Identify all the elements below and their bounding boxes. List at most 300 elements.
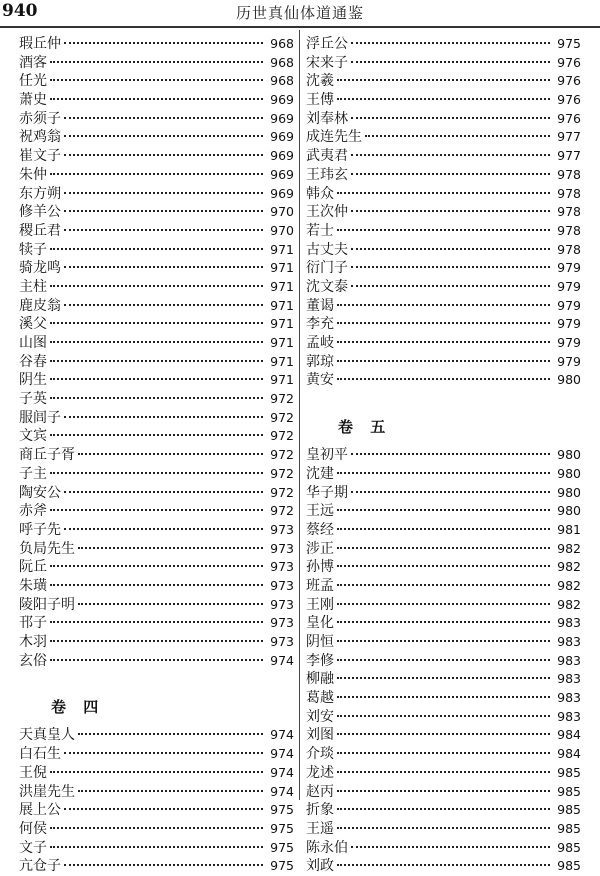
column-divider (299, 30, 300, 800)
entry-name: 溪父 (19, 316, 47, 333)
toc-entry (306, 839, 581, 858)
section-spacer (19, 670, 294, 689)
dot-leader (50, 640, 263, 642)
entry-name: 子英 (19, 391, 47, 408)
dot-leader (351, 42, 550, 44)
toc-entry (19, 278, 294, 297)
entry-name: 沈羲 (306, 73, 334, 90)
entry-name: 商丘子胥 (19, 447, 75, 464)
dot-leader (50, 322, 263, 324)
entry-page-number: 972 (270, 465, 294, 481)
entry-page-number: 973 (270, 596, 294, 612)
dot-leader (351, 117, 550, 119)
entry-name: 王傅 (306, 92, 334, 109)
entry-page-number: 976 (557, 54, 581, 70)
entry-page-number: 980 (557, 503, 581, 519)
dot-leader (64, 416, 263, 418)
toc-entry (306, 596, 581, 615)
toc-entry (306, 521, 581, 540)
dot-leader (50, 434, 263, 436)
dot-leader (351, 248, 550, 250)
dot-leader (64, 42, 263, 44)
dot-leader (50, 248, 263, 250)
dot-leader (64, 491, 263, 493)
entry-page-number: 971 (270, 278, 294, 294)
dot-leader (64, 808, 263, 810)
entry-page-number: 985 (557, 802, 581, 818)
entry-page-number: 969 (270, 92, 294, 108)
dot-leader (64, 266, 263, 268)
entry-name: 孙博 (306, 559, 334, 576)
toc-entry (19, 764, 294, 783)
toc-entry (19, 633, 294, 652)
entry-name: 柳融 (306, 671, 334, 688)
toc-entry (19, 484, 294, 503)
toc-entry (306, 577, 581, 596)
left-column (19, 35, 294, 876)
dot-leader (337, 472, 550, 474)
toc-entry (306, 278, 581, 297)
dot-leader (64, 192, 263, 194)
entry-name: 亢仓子 (19, 858, 61, 875)
entry-page-number: 971 (270, 335, 294, 350)
entry-page-number: 981 (557, 521, 581, 537)
toc-entry (19, 596, 294, 615)
entry-name: 骑龙鸣 (19, 260, 61, 277)
entry-name: 陈永伯 (306, 839, 348, 856)
entry-page-number: 974 (270, 727, 294, 743)
entry-name: 沈文泰 (306, 278, 348, 295)
entry-page-number: 971 (270, 316, 294, 332)
toc-entry (19, 222, 294, 241)
dot-leader (337, 584, 550, 586)
dot-leader (64, 154, 263, 156)
entry-name: 文子 (19, 839, 47, 856)
entry-page-number: 971 (270, 297, 294, 313)
dot-leader (337, 528, 550, 530)
entry-page-number: 974 (270, 783, 294, 799)
dot-leader (351, 173, 550, 175)
entry-name: 负局先生 (19, 540, 75, 557)
dot-leader (50, 659, 263, 661)
entry-page-number: 976 (557, 92, 581, 108)
entry-page-number: 978 (557, 185, 581, 201)
entry-name: 董谒 (306, 297, 334, 314)
entry-page-number: 968 (270, 54, 294, 70)
toc-entry (19, 241, 294, 260)
toc-entry (306, 185, 581, 204)
entry-page-number: 972 (270, 447, 294, 463)
toc-entry (306, 689, 581, 708)
entry-name: 龙述 (306, 764, 334, 781)
toc-entry (306, 297, 581, 316)
right-column (306, 35, 581, 876)
toc-entry (306, 241, 581, 260)
dot-leader (337, 341, 550, 343)
entry-page-number: 975 (270, 858, 294, 874)
entry-name: 瑕丘仲 (19, 36, 61, 52)
entry-name: 武夷君 (306, 148, 348, 165)
entry-page-number: 971 (270, 241, 294, 257)
entry-name: 浮丘公 (306, 36, 348, 52)
toc-entry (306, 353, 581, 372)
entry-name: 犊子 (19, 241, 47, 258)
dot-leader (50, 285, 263, 287)
dot-leader (337, 378, 550, 380)
entry-page-number: 982 (557, 559, 581, 575)
dot-leader (50, 846, 263, 848)
toc-entry (19, 839, 294, 858)
dot-leader (78, 733, 263, 735)
entry-name: 朱仲 (19, 166, 47, 183)
entry-name: 沈建 (306, 465, 334, 482)
entry-name: 王次仲 (306, 204, 348, 221)
right-entries-bottom (306, 446, 581, 876)
dot-leader (337, 771, 550, 773)
entry-page-number: 975 (270, 839, 294, 855)
toc-entry (306, 334, 581, 353)
entry-name: 子主 (19, 465, 47, 482)
dot-leader (337, 864, 550, 866)
toc-entry (19, 446, 294, 465)
toc-entry (19, 652, 294, 671)
entry-name: 修羊公 (19, 204, 61, 221)
left-entries-bottom (19, 726, 294, 876)
entry-page-number: 971 (270, 260, 294, 276)
entry-page-number: 979 (557, 278, 581, 294)
toc-entry (306, 484, 581, 503)
entry-page-number: 969 (270, 148, 294, 164)
entry-name: 王远 (306, 503, 334, 520)
page-number: 940 (2, 1, 38, 21)
entry-page-number: 980 (557, 465, 581, 481)
section-spacer (306, 390, 581, 409)
dot-leader (337, 677, 550, 679)
entry-name: 介琰 (306, 746, 334, 763)
page-header (0, 0, 600, 26)
dot-leader (78, 453, 263, 455)
entry-name: 折象 (306, 802, 334, 819)
entry-name: 孟岐 (306, 335, 334, 351)
entry-page-number: 983 (557, 690, 581, 706)
entry-name: 东方朔 (19, 185, 61, 202)
toc-entry (306, 652, 581, 671)
dot-leader (337, 752, 550, 754)
toc-entry (19, 801, 294, 820)
dot-leader (78, 603, 263, 605)
toc-entry (19, 371, 294, 390)
toc-entry (306, 35, 581, 54)
entry-page-number: 972 (270, 428, 294, 444)
entry-page-number: 970 (270, 204, 294, 220)
entry-name: 山图 (19, 335, 47, 351)
dot-leader (64, 528, 263, 530)
running-title: 历世真仙体道通鉴 (236, 4, 365, 22)
toc-entry (19, 427, 294, 446)
dot-leader (50, 360, 263, 362)
entry-page-number: 985 (557, 858, 581, 874)
entry-page-number: 977 (557, 148, 581, 164)
dot-leader (50, 98, 263, 100)
dot-leader (50, 565, 263, 567)
entry-name: 韩众 (306, 185, 334, 202)
entry-name: 赵丙 (306, 783, 334, 800)
dot-leader (50, 771, 263, 773)
entry-name: 展上公 (19, 802, 61, 819)
entry-page-number: 979 (557, 316, 581, 332)
toc-entry (306, 222, 581, 241)
dot-leader (64, 752, 263, 754)
dot-leader (337, 640, 550, 642)
toc-entry (19, 558, 294, 577)
entry-page-number: 983 (557, 615, 581, 631)
entry-page-number: 978 (557, 241, 581, 257)
entry-page-number: 969 (270, 166, 294, 182)
dot-leader (351, 154, 550, 156)
dot-leader (50, 341, 263, 343)
entry-page-number: 985 (557, 764, 581, 780)
dot-leader (337, 509, 550, 511)
entry-name: 天真皇人 (19, 727, 75, 744)
entry-page-number: 978 (557, 204, 581, 220)
entry-name: 黄安 (306, 372, 334, 389)
dot-leader (337, 192, 550, 194)
toc-entry (19, 521, 294, 540)
entry-name: 玄俗 (19, 652, 47, 669)
toc-entry (306, 72, 581, 91)
section-heading-juan-5: 卷 五 (338, 417, 392, 436)
dot-leader (78, 547, 263, 549)
entry-page-number: 973 (270, 577, 294, 593)
dot-leader (337, 565, 550, 567)
right-entries-top (306, 35, 581, 390)
left-entries-top (19, 35, 294, 670)
toc-entry (306, 801, 581, 820)
entry-name: 呼子先 (19, 521, 61, 538)
entry-page-number: 976 (557, 73, 581, 89)
entry-name: 何侯 (19, 820, 47, 837)
toc-entry (306, 315, 581, 334)
dot-leader (351, 285, 550, 287)
entry-name: 白石生 (19, 746, 61, 763)
entry-page-number: 975 (270, 802, 294, 818)
entry-page-number: 984 (557, 727, 581, 743)
dot-leader (64, 210, 263, 212)
toc-entry (19, 203, 294, 222)
dot-leader (64, 135, 263, 137)
dot-leader (337, 696, 550, 698)
dot-leader (337, 715, 550, 717)
entry-name: 古丈夫 (306, 241, 348, 258)
entry-name: 葛越 (306, 690, 334, 707)
toc-entry (306, 203, 581, 222)
entry-name: 刘安 (306, 708, 334, 725)
entry-name: 王倪 (19, 764, 47, 781)
entry-name: 刘奉林 (306, 110, 348, 127)
toc-entry (306, 465, 581, 484)
entry-name: 王遥 (306, 820, 334, 837)
entry-page-number: 979 (557, 297, 581, 313)
entry-page-number: 971 (270, 372, 294, 388)
entry-name: 陶安公 (19, 484, 61, 501)
entry-page-number: 970 (270, 222, 294, 238)
dot-leader (64, 864, 263, 866)
toc-entry (306, 764, 581, 783)
entry-name: 若士 (306, 222, 334, 239)
entry-name: 洪崖先生 (19, 783, 75, 800)
dot-leader (64, 304, 263, 306)
toc-entry (19, 91, 294, 110)
entry-page-number: 969 (270, 185, 294, 201)
toc-entry (19, 857, 294, 876)
entry-name: 王刚 (306, 596, 334, 613)
toc-entry (306, 147, 581, 166)
dot-leader (337, 827, 550, 829)
entry-name: 赤须子 (19, 110, 61, 127)
entry-name: 华子期 (306, 484, 348, 501)
toc-entry (19, 147, 294, 166)
toc-entry (306, 259, 581, 278)
toc-entry (19, 54, 294, 73)
entry-name: 酒客 (19, 54, 47, 71)
toc-entry (19, 502, 294, 521)
entry-name: 萧史 (19, 92, 47, 109)
entry-page-number: 968 (270, 36, 294, 51)
entry-page-number: 972 (270, 484, 294, 500)
entry-page-number: 985 (557, 783, 581, 799)
entry-name: 李充 (306, 316, 334, 333)
entry-page-number: 973 (270, 634, 294, 649)
entry-name: 郭琼 (306, 353, 334, 370)
toc-entry (306, 857, 581, 876)
entry-page-number: 969 (270, 110, 294, 126)
entry-name: 服闾子 (19, 409, 61, 426)
dot-leader (337, 603, 550, 605)
toc-entry (19, 259, 294, 278)
toc-entry (306, 540, 581, 559)
entry-page-number: 980 (557, 484, 581, 500)
dot-leader (337, 304, 550, 306)
toc-entry (19, 297, 294, 316)
toc-entry (19, 72, 294, 91)
toc-entry (306, 783, 581, 802)
entry-name: 蔡经 (306, 521, 334, 538)
section-heading-juan-4: 卷 四 (51, 698, 105, 717)
toc-entry (19, 315, 294, 334)
dot-leader (64, 229, 263, 231)
toc-entry (306, 54, 581, 73)
toc-entry (306, 614, 581, 633)
toc-entry (19, 820, 294, 839)
entry-page-number: 983 (557, 671, 581, 687)
dot-leader (337, 547, 550, 549)
dot-leader (64, 117, 263, 119)
dot-leader (337, 360, 550, 362)
toc-entry (19, 577, 294, 596)
entry-page-number: 976 (557, 110, 581, 126)
entry-name: 皇化 (306, 615, 334, 632)
dot-leader (351, 266, 550, 268)
dot-leader (337, 229, 550, 231)
entry-page-number: 975 (557, 36, 581, 51)
entry-page-number: 983 (557, 652, 581, 668)
entry-name: 阴恒 (306, 634, 334, 651)
toc-entry (306, 745, 581, 764)
dot-leader (351, 210, 550, 212)
entry-page-number: 985 (557, 839, 581, 855)
entry-name: 崔文子 (19, 148, 61, 165)
entry-page-number: 978 (557, 222, 581, 238)
dot-leader (337, 790, 550, 792)
dot-leader (50, 79, 263, 81)
toc-entry (306, 670, 581, 689)
entry-name: 李修 (306, 652, 334, 669)
toc-entry (19, 726, 294, 745)
header-rule (0, 26, 600, 28)
dot-leader (50, 472, 263, 474)
entry-name: 刘图 (306, 727, 334, 744)
toc-entry (306, 166, 581, 185)
toc-entry (19, 353, 294, 372)
entry-page-number: 979 (557, 353, 581, 369)
entry-name: 木羽 (19, 634, 47, 650)
entry-page-number: 980 (557, 372, 581, 388)
entry-page-number: 979 (557, 335, 581, 350)
entry-name: 赤斧 (19, 503, 47, 520)
toc-entry (306, 820, 581, 839)
dot-leader (50, 827, 263, 829)
entry-name: 朱璜 (19, 577, 47, 594)
toc-entry (19, 166, 294, 185)
entry-name: 涉正 (306, 540, 334, 557)
dot-leader (50, 397, 263, 399)
toc-entry (19, 465, 294, 484)
toc-entry (19, 783, 294, 802)
toc-entry (19, 409, 294, 428)
toc-entry (306, 633, 581, 652)
dot-leader (50, 61, 263, 63)
entry-page-number: 982 (557, 577, 581, 593)
toc-entry (306, 110, 581, 129)
entry-page-number: 974 (270, 746, 294, 762)
entry-page-number: 969 (270, 129, 294, 145)
entry-page-number: 972 (270, 409, 294, 425)
entry-name: 衍门子 (306, 260, 348, 277)
entry-name: 宋来子 (306, 54, 348, 71)
entry-name: 皇初平 (306, 447, 348, 464)
entry-page-number: 977 (557, 129, 581, 145)
dot-leader (337, 733, 550, 735)
toc-entry (19, 185, 294, 204)
entry-page-number: 983 (557, 708, 581, 724)
toc-entry (306, 128, 581, 147)
entry-page-number: 982 (557, 596, 581, 612)
entry-page-number: 971 (270, 353, 294, 369)
toc-entry (19, 334, 294, 353)
dot-leader (351, 61, 550, 63)
dot-leader (78, 790, 263, 792)
entry-page-number: 979 (557, 260, 581, 276)
dot-leader (337, 98, 550, 100)
dot-leader (351, 491, 550, 493)
dot-leader (50, 584, 263, 586)
dot-leader (337, 808, 550, 810)
entry-name: 谷春 (19, 353, 47, 370)
entry-name: 邗子 (19, 615, 47, 632)
entry-page-number: 972 (270, 391, 294, 407)
toc-entry (306, 91, 581, 110)
entry-page-number: 975 (270, 820, 294, 836)
